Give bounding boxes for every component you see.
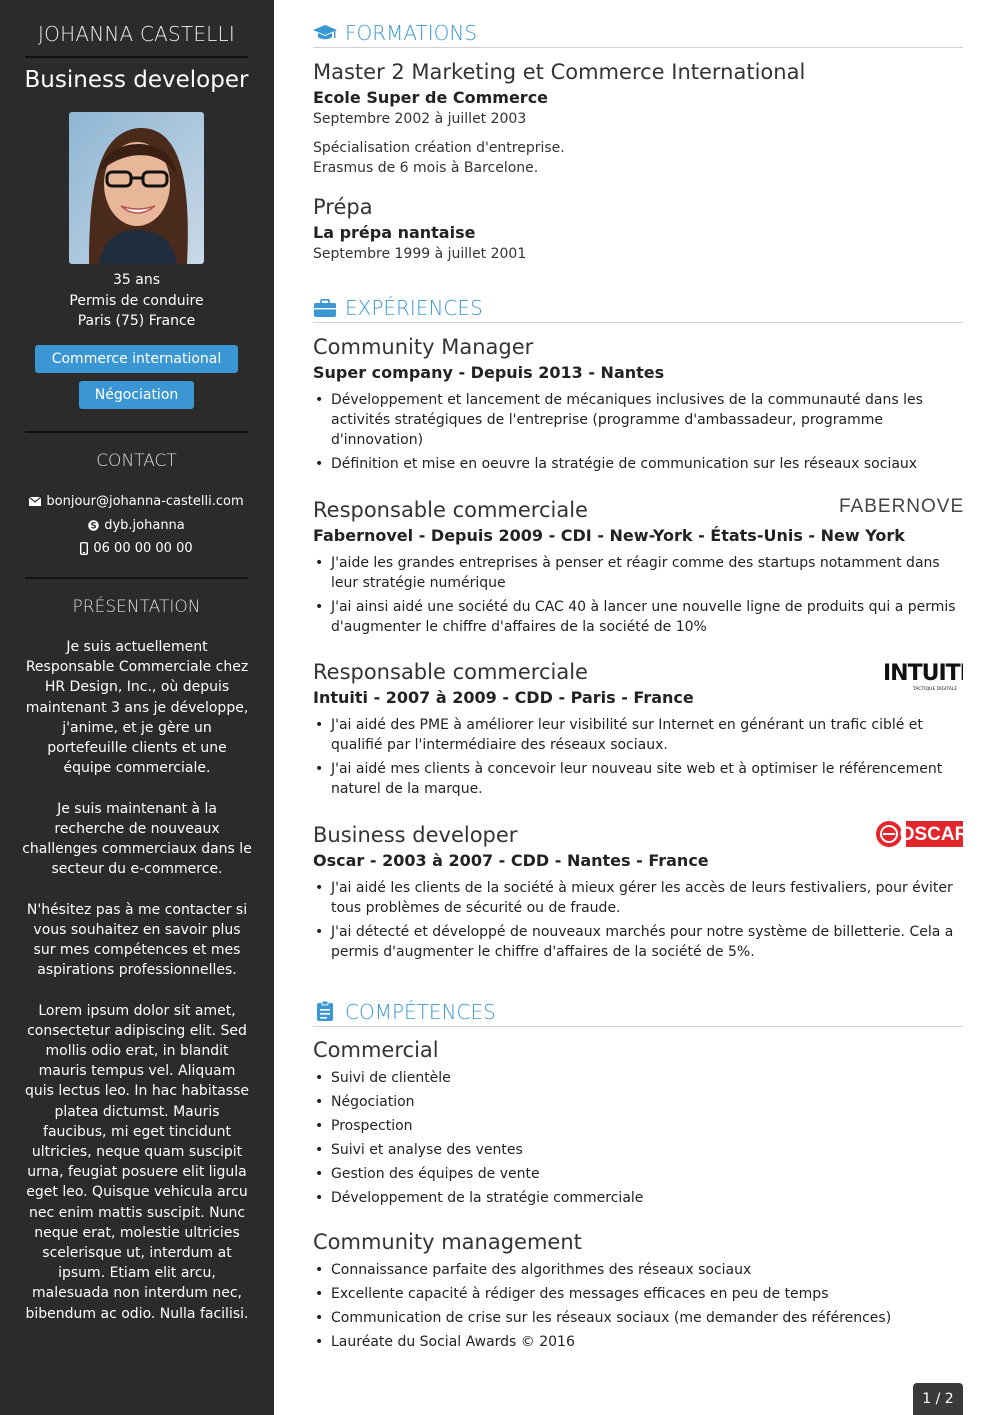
list-item: • Excellente capacité à rédiger des messages efficaces en peu de temps <box>313 1284 963 1304</box>
phone-icon <box>80 542 88 555</box>
experience-title: Business developer <box>313 823 518 847</box>
formation-school: Ecole Super de Commerce <box>313 88 549 107</box>
experience-company: Intuiti - 2007 à 2009 - CDD - Paris - France <box>313 688 694 707</box>
experience-item <box>313 821 963 966</box>
list-item: • Suivi de clientèle <box>313 1068 963 1088</box>
oscar-logo <box>875 819 963 853</box>
section-title: FORMATIONS <box>345 21 478 45</box>
graduation-cap-icon <box>313 24 337 42</box>
description-line: Spécialisation création d'entreprise. <box>313 140 565 156</box>
page-indicator[interactable]: 1 / 2 <box>913 1383 963 1415</box>
competence-group <box>313 1228 963 1356</box>
formation-dates: Septembre 2002 à juillet 2003 <box>313 111 527 127</box>
formation-dates: Septembre 1999 à juillet 2001 <box>313 246 527 262</box>
formation-title: Master 2 Marketing et Commerce International <box>313 60 806 84</box>
competence-list <box>313 1068 963 1208</box>
driving-license: Permis de conduire <box>69 292 204 309</box>
list-item: • J'ai ainsi aidé une société du CAC 40 à lancer une nouvelle ligne de produits qui a permis d'augmenter le chiffre d'affaires de la société de 10% <box>313 597 963 637</box>
experience-item <box>313 658 963 803</box>
experience-bullets <box>313 553 963 638</box>
formation-item <box>313 193 963 265</box>
list-item: • J'aide les grandes entreprises à penser et réagir comme des startups notamment dans leur stratégie numérique <box>313 553 963 593</box>
email-text: bonjour@johanna-castelli.com <box>46 494 244 509</box>
tag-commerce-international: Commerce international <box>35 345 238 373</box>
competence-title: Community management <box>313 1230 582 1254</box>
experience-item <box>313 496 963 641</box>
skype-text: dyb.johanna <box>104 517 185 533</box>
competence-group <box>313 1036 963 1212</box>
tag-negociation: Négociation <box>79 381 194 409</box>
profile-photo <box>69 112 204 264</box>
formation-school: La prépa nantaise <box>313 223 476 242</box>
personal-info <box>25 270 248 332</box>
list-item: • Connaissance parfaite des algorithmes des réseaux sociaux <box>313 1260 963 1280</box>
formation-description <box>313 138 963 178</box>
experience-bullets <box>313 878 963 963</box>
list-item: • J'ai détecté et développé de nouveaux marchés pour notre système de billetterie. Cela a permis d'augmenter le chiffre d'affaires de la société de 5%. <box>313 922 963 962</box>
section-title: COMPÉTENCES <box>345 1000 496 1024</box>
experience-title: Community Manager <box>313 335 534 359</box>
age: 35 ans <box>112 272 160 288</box>
briefcase-icon <box>313 299 337 317</box>
fabernovel-logo <box>839 494 963 520</box>
experience-company: Oscar - 2003 à 2007 - CDD - Nantes - France <box>313 851 709 870</box>
list-item: • J'ai aidé les clients de la société à mieux gérer les accès de leurs festivaliers, pour éviter tous problèmes de sécurité ou de fraude. <box>313 878 963 918</box>
competence-list <box>313 1260 963 1352</box>
presentation-text <box>22 637 252 1344</box>
formation-item <box>313 58 963 178</box>
divider <box>25 577 248 579</box>
contact-skype[interactable] <box>25 514 248 538</box>
presentation-paragraph: N'hésitez pas à me contacter si vous souhaitez en savoir plus sur mes compétences et mes aspirations professionnelles. <box>26 901 248 979</box>
list-item: • Définition et mise en oeuvre la stratégie de communication sur les réseaux sociaux <box>313 454 963 474</box>
experience-bullets <box>313 390 963 475</box>
svg-text:S: S <box>90 521 97 531</box>
divider <box>25 431 248 433</box>
sidebar <box>0 0 274 1415</box>
experience-bullets <box>313 715 963 800</box>
list-item: • Développement de la stratégie commerciale <box>313 1188 963 1208</box>
candidate-name: JOHANNA CASTELLI <box>38 22 235 46</box>
svg-text:FABERNOVEL: FABERNOVEL <box>839 496 963 516</box>
list-item: • Prospection <box>313 1116 963 1136</box>
experience-title: Responsable commerciale <box>313 660 588 684</box>
contact-heading: CONTACT <box>96 451 177 471</box>
experience-title: Responsable commerciale <box>313 498 588 522</box>
contact-email[interactable] <box>25 490 248 514</box>
presentation-paragraph: Je suis maintenant à la recherche de nouveaux challenges commerciaux dans le secteur du e-commerce. <box>22 800 252 878</box>
list-item: • Négociation <box>313 1092 963 1112</box>
envelope-icon <box>29 497 41 506</box>
clipboard-icon <box>313 1001 337 1021</box>
section-title: EXPÉRIENCES <box>345 296 483 320</box>
phone-text: 06 00 00 00 00 <box>93 541 193 556</box>
location: Paris (75) France <box>77 313 196 329</box>
experience-company: Super company - Depuis 2013 - Nantes <box>313 363 665 382</box>
job-title: Business developer <box>24 67 249 93</box>
contact-list <box>25 490 248 561</box>
intuiti-logo <box>883 660 963 696</box>
contact-phone[interactable] <box>25 537 248 561</box>
svg-text:TACTIQUE DIGITALE: TACTIQUE DIGITALE <box>913 687 958 692</box>
description-line: Erasmus de 6 mois à Barcelone. <box>313 160 539 176</box>
presentation-heading: PRÉSENTATION <box>72 597 201 617</box>
section-competences <box>313 997 963 1027</box>
skype-icon <box>88 520 99 531</box>
list-item: • Gestion des équipes de vente <box>313 1164 963 1184</box>
section-formations <box>313 18 963 48</box>
divider <box>25 56 248 58</box>
list-item: • Communication de crise sur les réseaux sociaux (me demander des références) <box>313 1308 963 1328</box>
list-item: • Développement et lancement de mécaniques inclusives de la communauté dans les activités stratégiques de l'entreprise (programme d'ambassadeur, programme d'innovation) <box>313 390 963 451</box>
competence-title: Commercial <box>313 1038 439 1062</box>
list-item: • J'ai aidé des PME à améliorer leur visibilité sur Internet en générant un trafic ciblé et qualifié par l'intermédiaire des réseaux sociaux. <box>313 715 963 755</box>
presentation-paragraph: Je suis actuellement Responsable Commerciale chez HR Design, Inc., où depuis maintenant 3 ans je développe, j'anime, et je gère un portefeuille clients et une équipe commerciale. <box>25 639 249 777</box>
list-item: • J'ai aidé mes clients à concevoir leur nouveau site web et à optimiser le référencement naturel de la marque. <box>313 759 963 799</box>
formation-title: Prépa <box>313 195 373 219</box>
presentation-paragraph: Lorem ipsum dolor sit amet, consectetur adipiscing elit. Sed mollis odio erat, in blandit mauris tempus vel. Aliquam quis lectus leo. In hac habitasse platea dictumst. Mauris faucibus, mi eget tincidunt ultricies, neque quam suscipit urna, feugiat posuere elit ligula eget leo. Quisque vehicula arcu nec enim mattis suscipit. Nunc neque erat, molestie ultricies scelerisque ut, interdum at ipsum. Etiam elit arcu, malesuada non interdum nec, bibendum ac odio. Nulla facilisi. <box>25 1002 249 1322</box>
list-item: • Lauréate du Social Awards © 2016 <box>313 1332 963 1352</box>
list-item: • Suivi et analyse des ventes <box>313 1140 963 1160</box>
svg-text:OSCAR: OSCAR <box>899 824 963 845</box>
svg-text:INTUITI: INTUITI <box>883 661 963 686</box>
section-experiences <box>313 293 963 323</box>
experience-company: Fabernovel - Depuis 2009 - CDI - New-York - États-Unis - New York <box>313 526 905 545</box>
experience-item <box>313 333 963 478</box>
